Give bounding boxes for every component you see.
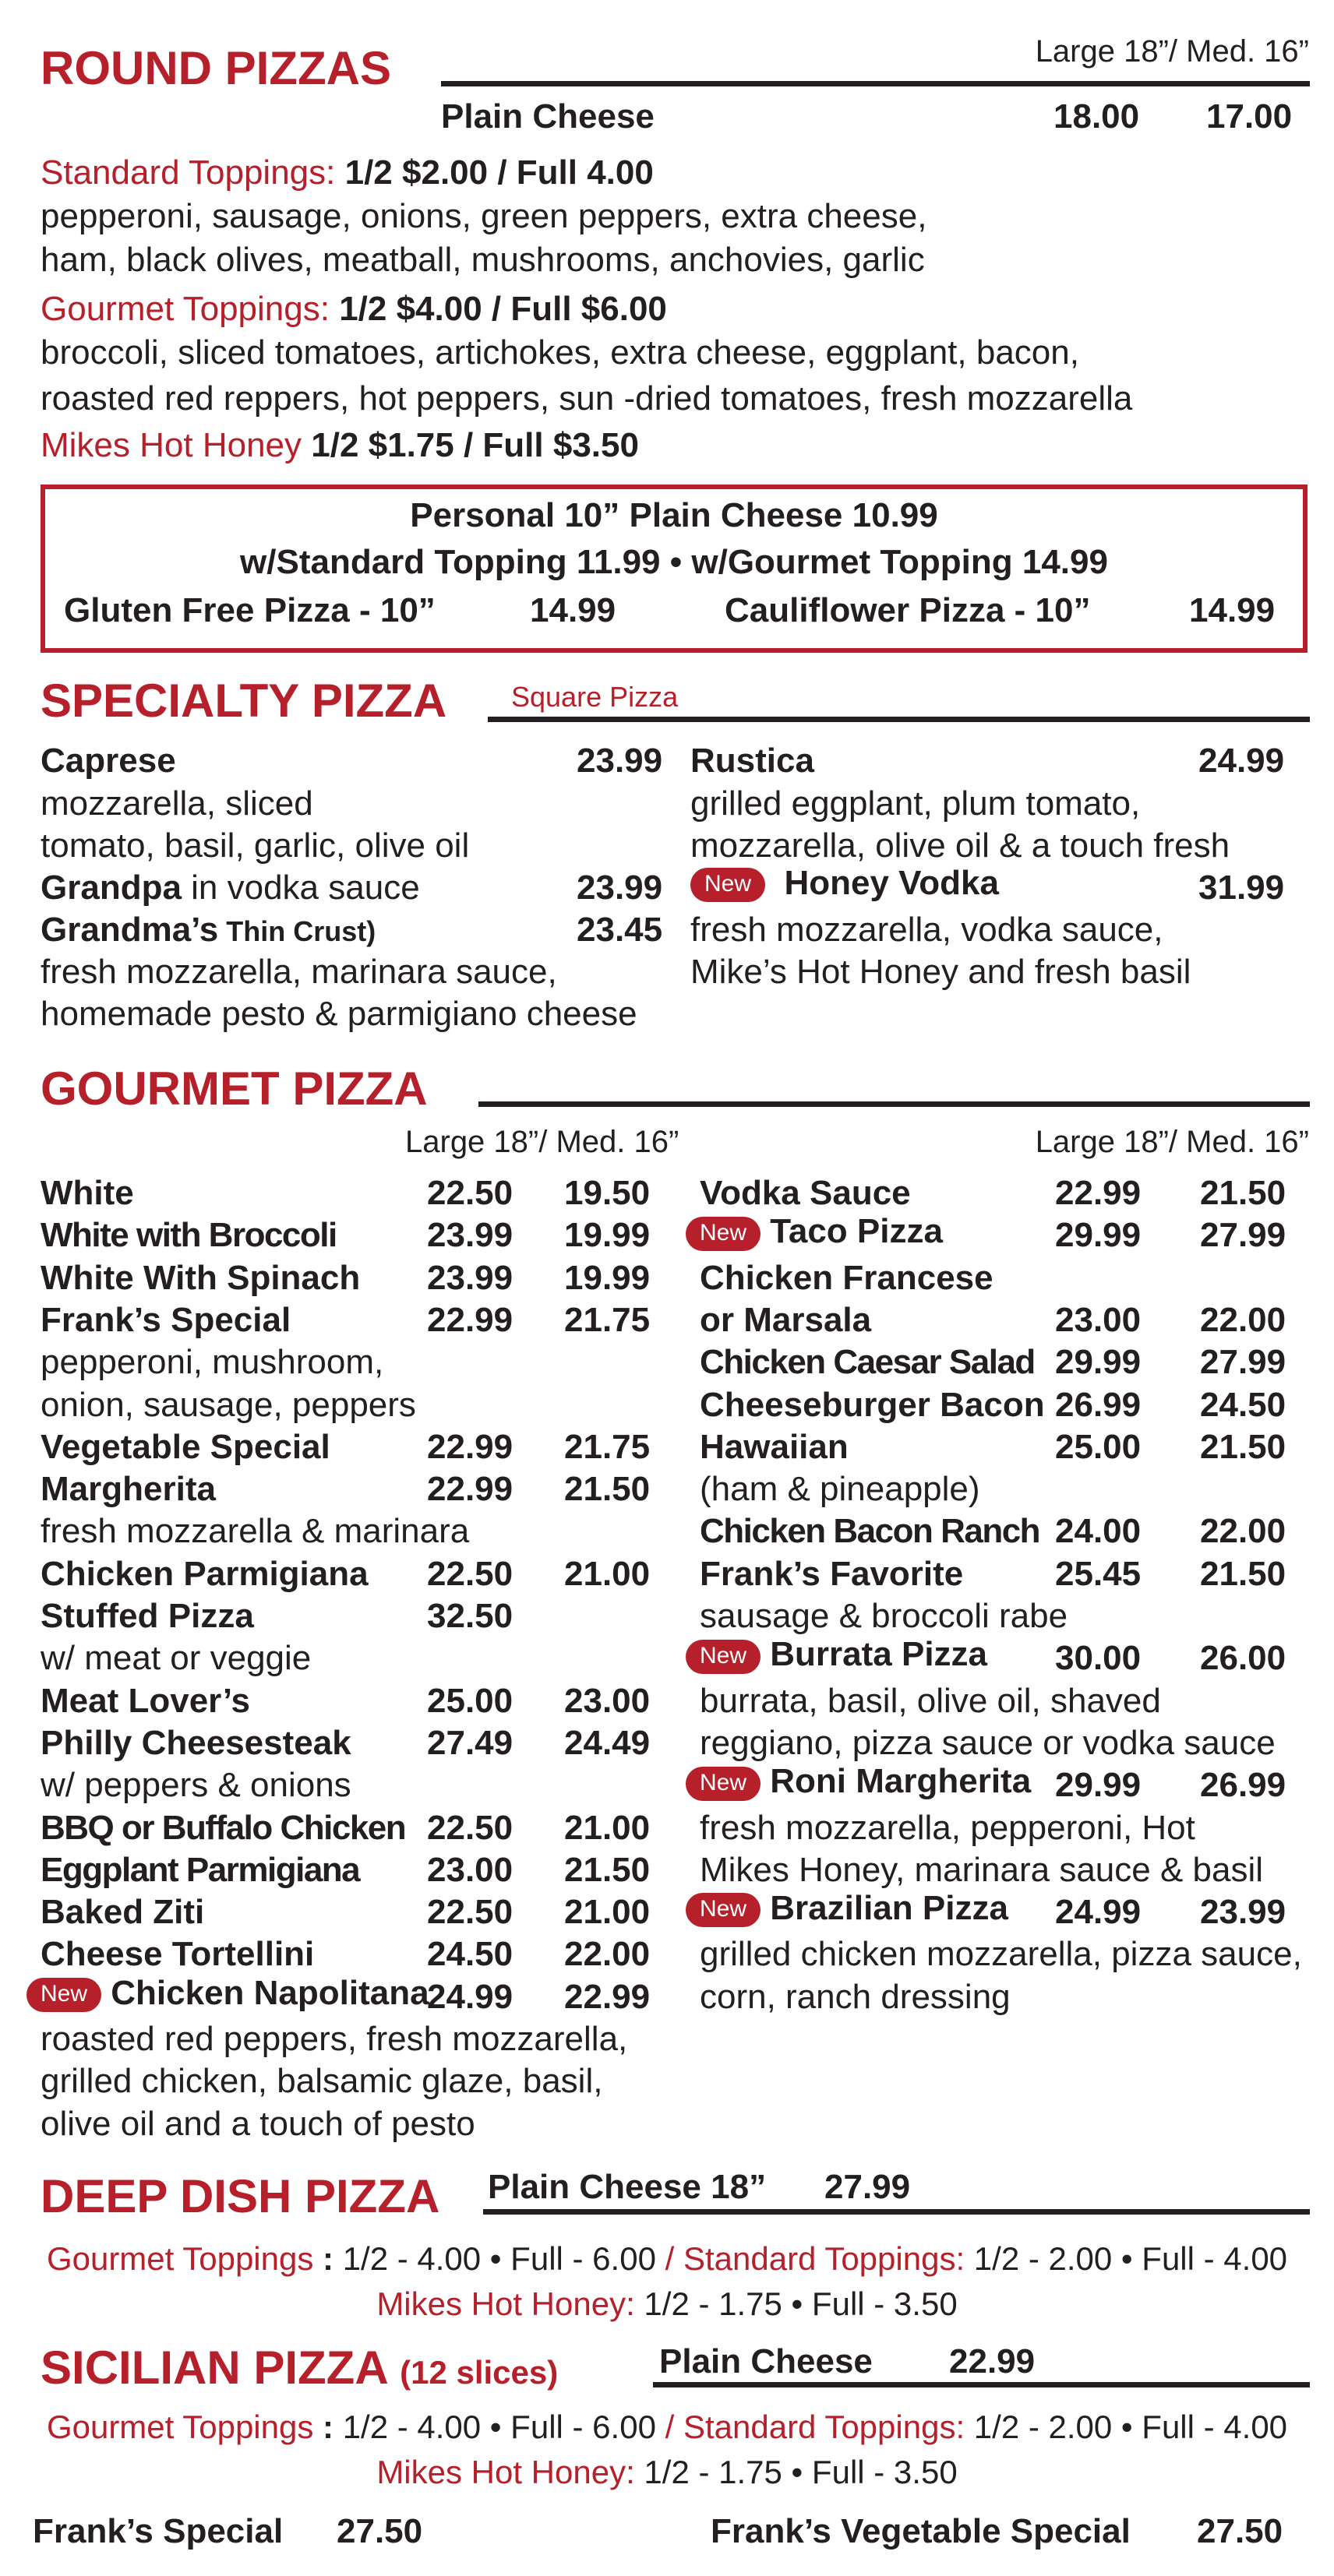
menu-item-name [686,1214,943,1250]
caprese-name: Caprese [41,742,176,780]
menu-item-label: Brazilian Pizza [770,1889,1008,1928]
menu-item-name [686,1637,987,1673]
sicilian-gourmet-label: Gourmet Toppings [46,2409,314,2445]
large-price: 25.00 [1055,1427,1142,1466]
menu-item-label: Vodka Sauce [700,1174,911,1212]
menu-item-label: Hawaiian [700,1427,849,1466]
sicilian-honey-line [0,2454,1334,2491]
gourmet-toppings-desc-2: roasted red reppers, hot peppers, sun -dried tomatoes, fresh mozzarella [41,379,1133,418]
hot-honey-price: 1/2 $1.75 / Full $3.50 [311,426,639,464]
grandpa-price: 23.99 [577,869,663,907]
menu-item-description: w/ meat or veggie [41,1639,312,1678]
deep-dish-honey-line [0,2285,1334,2323]
large-price: 32.50 [427,1597,513,1635]
menu-item-name [41,1300,291,1339]
personal-topping-line: w/Standard Topping 11.99 • w/Gourmet Topping 14.99 [240,543,1108,581]
menu-item-name [41,1850,360,1889]
menu-item-name [700,1176,911,1210]
menu-item-name [41,1893,205,1932]
menu-item-name [41,1723,351,1762]
menu-item-description: roasted red peppers, fresh mozzarella, [41,2020,628,2058]
sicilian-honey-label: Mikes Hot Honey: [376,2454,635,2490]
medium-price: 21.50 [564,1850,651,1889]
deep-dish-title: DEEP DISH PIZZA [41,2170,440,2222]
new-badge: New [686,1217,761,1251]
new-badge: New [690,868,765,902]
honey-vodka-name: Honey Vodka [784,864,999,902]
gourmet-right-size-header: Large 18”/ Med. 16” [1035,1125,1309,1159]
menu-item-label: Burrata Pizza [770,1635,988,1674]
large-price: 24.00 [1055,1512,1142,1551]
medium-price: 21.50 [1200,1174,1286,1212]
large-price: 22.99 [1055,1174,1142,1212]
grandma-sub: Thin Crust) [218,915,376,947]
sicilian-rule [653,2382,1310,2387]
large-price: 29.99 [1055,1343,1142,1382]
large-price: 22.50 [427,1174,513,1212]
menu-item-label: Chicken Caesar Salad [700,1343,1035,1382]
specialty-pizza-title: SPECIALTY PIZZA [41,675,447,727]
cauliflower-price: 14.99 [1189,591,1276,629]
menu-item-description: fresh mozzarella, pepperoni, Hot [700,1808,1195,1847]
medium-price: 24.49 [564,1723,651,1762]
menu-item-description: sausage & broccoli rabe [700,1597,1068,1635]
plain-cheese-name: Plain Cheese [441,97,655,136]
menu-item-name [41,1218,337,1253]
menu-item-name [686,1764,1031,1800]
medium-price: 21.50 [1200,1427,1286,1466]
menu-item-label: Cheese Tortellini [41,1935,315,1974]
large-price: 22.50 [427,1554,513,1593]
grandpa-name: Grandpa [41,869,182,907]
medium-price: 19.99 [564,1216,651,1255]
deep-dish-plain-price: 27.99 [824,2168,911,2206]
menu-item-name [700,1300,872,1339]
deep-slash: / [655,2240,683,2277]
gourmet-pizza-title: GOURMET PIZZA [41,1062,428,1115]
medium-price: 26.00 [1200,1639,1286,1678]
medium-price: 22.00 [1200,1300,1286,1339]
deep-standard-label: Standard Toppings: [683,2240,965,2277]
large-price: 24.99 [1055,1893,1142,1932]
rustica-price: 24.99 [1198,742,1285,780]
plain-cheese-large-price: 18.00 [1053,97,1140,136]
sicilian-title-line [41,2342,559,2394]
menu-item-name [41,1681,250,1720]
gourmet-toppings-price: 1/2 $4.00 / Full $6.00 [339,290,667,328]
large-price: 22.50 [427,1893,513,1932]
menu-item-label: Roni Margherita [770,1762,1032,1801]
menu-item-label: Chicken Parmigiana [41,1554,369,1593]
medium-price: 27.99 [1200,1216,1286,1255]
large-price: 26.99 [1055,1385,1142,1424]
hot-honey-line [41,428,639,463]
standard-toppings-label: Standard Toppings: [41,153,336,192]
new-badge: New [686,1640,761,1674]
gourmet-left-size-header: Large 18”/ Med. 16” [405,1125,679,1159]
menu-item-name [41,1937,314,1972]
new-badge: New [26,1978,101,2012]
deep-gourmet-colon: : [313,2240,343,2277]
medium-price: 23.00 [564,1681,651,1720]
medium-price: 22.99 [564,1977,651,2016]
standard-toppings-price: 1/2 $2.00 / Full 4.00 [344,153,654,192]
large-price: 24.99 [427,1977,513,2016]
menu-item-description: reggiano, pizza sauce or vodka sauce [700,1723,1276,1762]
menu-item-name [700,1514,1039,1549]
large-price: 22.99 [427,1427,513,1466]
medium-price: 21.50 [564,1470,651,1509]
medium-price: 21.75 [564,1427,651,1466]
rustica-desc-2: mozzarella, olive oil & a touch fresh [690,826,1230,865]
medium-price: 19.99 [564,1258,651,1297]
medium-price: 22.00 [1200,1512,1286,1551]
gourmet-toppings-line [41,292,667,326]
medium-price: 23.99 [1200,1893,1286,1932]
deep-dish-toppings-line [0,2240,1334,2278]
grandma-desc-1: fresh mozzarella, marinara sauce, [41,953,557,991]
menu-item-description: (ham & pineapple) [700,1470,980,1509]
sicilian-title: SICILIAN PIZZA [41,2342,387,2394]
menu-item-label: Stuffed Pizza [41,1597,254,1635]
deep-honey-price: 1/2 - 1.75 • Full - 3.50 [634,2285,958,2322]
sicilian-gourmet-price: 1/2 - 4.00 • Full - 6.00 [342,2409,656,2445]
deep-gourmet-label: Gourmet Toppings [46,2240,314,2277]
medium-price: 21.50 [1200,1554,1286,1593]
medium-price: 21.75 [564,1300,651,1339]
menu-item-name [700,1385,1045,1424]
personal-plain-line: Personal 10” Plain Cheese 10.99 [410,496,938,534]
gluten-free-name: Gluten Free Pizza - 10” [64,591,436,629]
medium-price: 24.50 [1200,1385,1286,1424]
square-pizza-label: Square Pizza [511,681,679,713]
menu-item-label: White with Broccoli [41,1216,337,1255]
large-price: 27.49 [427,1723,513,1762]
menu-item-name [700,1427,849,1466]
menu-item-name [26,1973,429,2012]
large-price: 22.50 [427,1808,513,1847]
grandma-name: Grandma’s [41,911,219,949]
large-price: 23.00 [427,1850,513,1889]
deep-dish-rule [483,2209,1310,2215]
medium-price: 27.99 [1200,1343,1286,1382]
honey-vodka-desc-1: fresh mozzarella, vodka sauce, [690,911,1163,949]
menu-item-label: Cheeseburger Bacon [700,1385,1045,1424]
menu-item-label: BBQ or Buffalo Chicken [41,1808,406,1847]
honey-vodka-price: 31.99 [1198,869,1285,907]
menu-item-label: Frank’s Favorite [700,1554,964,1593]
menu-item-name [686,1891,1008,1927]
rustica-desc-1: grilled eggplant, plum tomato, [690,784,1141,823]
menu-item-description: olive oil and a touch of pesto [41,2104,475,2143]
deep-honey-label: Mikes Hot Honey: [376,2285,635,2322]
large-price: 22.99 [427,1300,513,1339]
large-price: 23.00 [1055,1300,1142,1339]
sicilian-slices: (12 slices) [400,2354,559,2391]
round-rule [441,81,1310,86]
menu-item-label: Philly Cheesesteak [41,1723,351,1762]
standard-toppings-desc-2: ham, black olives, meatball, mushrooms, anchovies, garlic [41,241,925,279]
menu-item-description: Mikes Honey, marinara sauce & basil [700,1850,1264,1889]
menu-item-name [700,1345,1035,1380]
round-size-header: Large 18”/ Med. 16” [1035,34,1309,69]
large-price: 30.00 [1055,1639,1142,1678]
menu-item-name [41,1258,361,1297]
menu-item-description: pepperoni, mushroom, [41,1343,384,1382]
rustica-name: Rustica [690,742,814,780]
caprese-price: 23.99 [577,742,663,780]
menu-item-name [41,1599,254,1633]
gourmet-toppings-label: Gourmet Toppings: [41,290,330,328]
menu-item-label: Chicken Napolitana [111,1973,429,2012]
menu-item-label: Baked Ziti [41,1893,205,1932]
franks-special-price: 27.50 [337,2512,423,2550]
grandma-price: 23.45 [577,911,663,949]
medium-price: 21.00 [564,1808,651,1847]
grandma-desc-2: homemade pesto & parmigiano cheese [41,995,637,1033]
menu-item-description: w/ peppers & onions [41,1766,351,1805]
sicilian-honey-price: 1/2 - 1.75 • Full - 3.50 [634,2454,958,2490]
menu-item-description: grilled chicken mozzarella, pizza sauce, [700,1935,1302,1974]
grandpa-line [41,871,420,905]
menu-item-name [700,1258,993,1297]
specialty-rule [488,717,1310,722]
large-price: 23.99 [427,1216,513,1255]
sicilian-slash: / [655,2409,683,2445]
medium-price: 19.50 [564,1174,651,1212]
medium-price: 21.00 [564,1893,651,1932]
large-price: 25.00 [427,1681,513,1720]
menu-item-label: Taco Pizza [770,1212,943,1251]
menu-item-label: Vegetable Special [41,1427,330,1466]
menu-item-label: Meat Lover’s [41,1681,250,1720]
deep-standard-price: 1/2 - 2.00 • Full - 4.00 [965,2240,1288,2277]
menu-item-name [41,1427,330,1466]
large-price: 24.50 [427,1935,513,1974]
menu-item-name [41,1470,216,1509]
round-pizzas-title: ROUND PIZZAS [41,42,391,94]
caprese-desc-2: tomato, basil, garlic, olive oil [41,826,470,865]
menu-item-description: fresh mozzarella & marinara [41,1512,470,1551]
honey-vodka-desc-2: Mike’s Hot Honey and fresh basil [690,953,1191,991]
menu-item-description: burrata, basil, olive oil, shaved [700,1681,1161,1720]
grandpa-desc: in vodka sauce [181,869,420,907]
deep-gourmet-price: 1/2 - 4.00 • Full - 6.00 [342,2240,656,2277]
large-price: 29.99 [1055,1766,1142,1805]
franks-special-name: Frank’s Special [33,2512,284,2550]
medium-price: 22.00 [564,1935,651,1974]
hot-honey-label: Mikes Hot Honey [41,426,302,464]
menu-item-label: or Marsala [700,1300,872,1339]
cauliflower-name: Cauliflower Pizza - 10” [725,591,1091,629]
menu-item-description: grilled chicken, balsamic glaze, basil, [41,2062,603,2101]
menu-item-label: Eggplant Parmigiana [41,1850,360,1889]
caprese-desc-1: mozzarella, sliced [41,784,313,823]
standard-toppings-line [41,153,654,192]
menu-item-label: Frank’s Special [41,1300,291,1339]
large-price: 25.45 [1055,1554,1142,1593]
honey-vodka-line [690,866,999,902]
sicilian-plain-price: 22.99 [949,2342,1036,2380]
menu-item-name [41,1554,369,1593]
medium-price: 21.00 [564,1554,651,1593]
sicilian-standard-label: Standard Toppings: [683,2409,965,2445]
menu-item-label: Margherita [41,1470,216,1509]
sicilian-standard-price: 1/2 - 2.00 • Full - 4.00 [965,2409,1288,2445]
menu-item-label: Chicken Francese [700,1258,993,1297]
menu-item-description: onion, sausage, peppers [41,1385,416,1424]
sicilian-plain-name: Plain Cheese [659,2342,873,2380]
menu-item-name [41,1808,406,1847]
menu-item-label: Chicken Bacon Ranch [700,1512,1040,1551]
menu-item-name [41,1176,134,1210]
sicilian-gourmet-colon: : [313,2409,343,2445]
gourmet-toppings-desc-1: broccoli, sliced tomatoes, artichokes, extra cheese, eggplant, bacon, [41,333,1079,372]
standard-toppings-desc-1: pepperoni, sausage, onions, green peppers, extra cheese, [41,197,927,235]
grandma-line [41,913,376,947]
menu-item-description: corn, ranch dressing [700,1977,1011,2016]
menu-item-name [700,1554,964,1593]
large-price: 22.99 [427,1470,513,1509]
franks-vegetable-special-price: 27.50 [1197,2512,1283,2550]
new-badge: New [686,1767,761,1801]
plain-cheese-med-price: 17.00 [1206,97,1293,136]
large-price: 29.99 [1055,1216,1142,1255]
franks-vegetable-special-name: Frank’s Vegetable Special [711,2512,1131,2550]
new-badge: New [686,1893,761,1927]
large-price: 23.99 [427,1258,513,1297]
gourmet-rule [478,1101,1310,1107]
menu-item-label: White With Spinach [41,1258,361,1297]
medium-price: 26.99 [1200,1766,1286,1805]
gluten-free-price: 14.99 [530,591,616,629]
sicilian-toppings-line [0,2409,1334,2446]
deep-dish-plain-name: Plain Cheese 18” [488,2168,767,2206]
menu-item-label: White [41,1174,134,1212]
